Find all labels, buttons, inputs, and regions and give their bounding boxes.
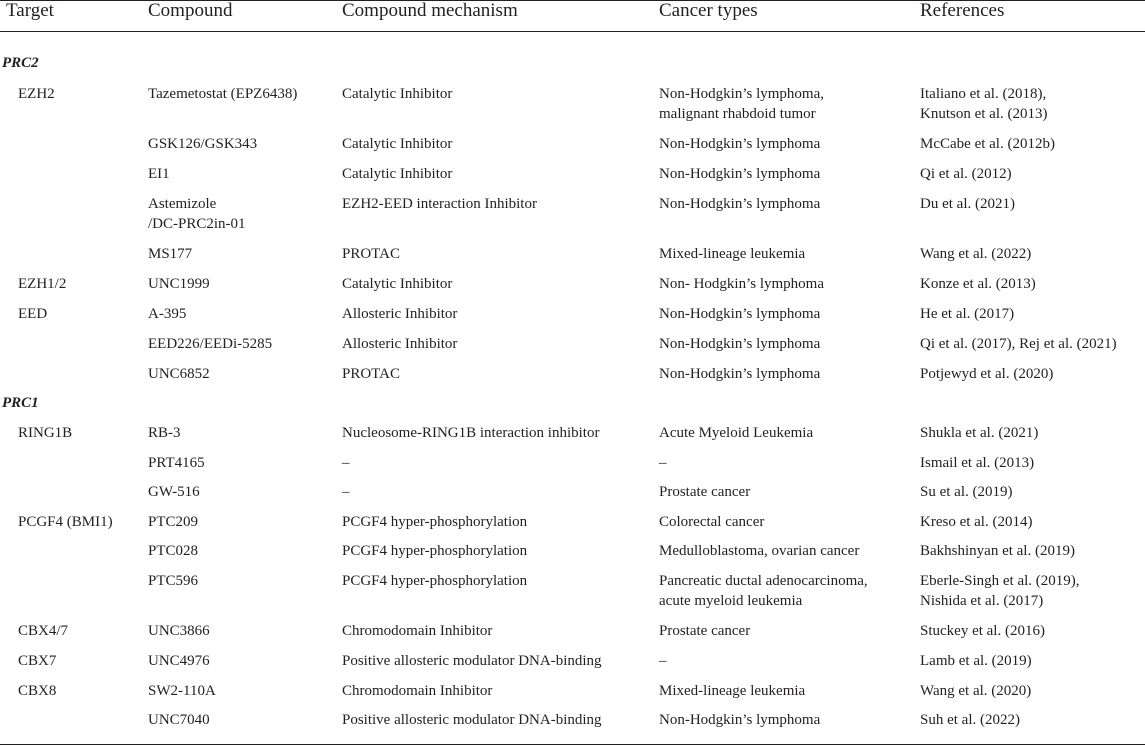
cell-compound: Tazemetostat (EPZ6438) [148, 86, 298, 102]
cell-references: Ismail et al. (2013) [920, 455, 1035, 471]
header-mechanism: Compound mechanism [342, 0, 518, 21]
cell-references: Nishida et al. (2017) [920, 593, 1044, 609]
cell-references: Eberle-Singh et al. (2019), [920, 573, 1080, 589]
cell-cancer-types: Mixed-lineage leukemia [659, 683, 806, 699]
cell-mechanism: PROTAC [342, 366, 400, 382]
cell-compound: EI1 [148, 166, 170, 182]
cell-target: CBX8 [18, 683, 57, 699]
cell-references: Suh et al. (2022) [920, 712, 1020, 728]
cell-compound: PTC209 [148, 514, 199, 530]
cell-cancer-types: Non-Hodgkin’s lymphoma [659, 136, 821, 152]
cell-compound: PRT4165 [148, 455, 205, 471]
cell-references: Wang et al. (2020) [920, 683, 1032, 699]
cell-cancer-types: acute myeloid leukemia [659, 593, 803, 609]
cell-references: Shukla et al. (2021) [920, 425, 1039, 441]
cell-cancer-types: Non-Hodgkin’s lymphoma [659, 196, 821, 212]
cell-compound: GSK126/GSK343 [148, 136, 258, 152]
cell-compound: GW-516 [148, 484, 200, 500]
cell-target: EED [18, 306, 48, 322]
cell-target: CBX7 [18, 653, 57, 669]
cell-mechanism: EZH2-EED interaction Inhibitor [342, 196, 537, 212]
cell-references: Du et al. (2021) [920, 196, 1015, 212]
cell-cancer-types: Non-Hodgkin’s lymphoma [659, 336, 821, 352]
cell-compound: PTC028 [148, 543, 199, 559]
cell-references: Konze et al. (2013) [920, 276, 1036, 292]
cell-compound: MS177 [148, 246, 193, 262]
cell-mechanism: PROTAC [342, 246, 400, 262]
cell-cancer-types: – [659, 455, 667, 471]
cell-compound: UNC6852 [148, 366, 210, 382]
cell-compound: PTC596 [148, 573, 199, 589]
header-cancer-types: Cancer types [659, 0, 758, 21]
cell-cancer-types: Non-Hodgkin’s lymphoma [659, 712, 821, 728]
cell-compound: UNC7040 [148, 712, 210, 728]
cell-mechanism: Catalytic Inhibitor [342, 166, 453, 182]
cell-mechanism: Nucleosome-RING1B interaction inhibitor [342, 425, 600, 441]
header-references: References [920, 0, 1005, 21]
cell-references: Su et al. (2019) [920, 484, 1013, 500]
group-label-prc1: PRC1 [2, 395, 39, 411]
cell-compound: SW2-110A [148, 683, 216, 699]
cell-mechanism: – [342, 484, 350, 500]
cell-mechanism: Catalytic Inhibitor [342, 276, 453, 292]
cell-cancer-types: Prostate cancer [659, 484, 751, 500]
cell-references: Italiano et al. (2018), [920, 86, 1047, 102]
cell-cancer-types: Non-Hodgkin’s lymphoma [659, 166, 821, 182]
cell-target: EZH2 [18, 86, 55, 102]
cell-compound: EED226/EEDi-5285 [148, 336, 273, 352]
cell-cancer-types: Non-Hodgkin’s lymphoma [659, 306, 821, 322]
cell-references: Kreso et al. (2014) [920, 514, 1033, 530]
cell-target: EZH1/2 [18, 276, 67, 292]
cell-references: Lamb et al. (2019) [920, 653, 1032, 669]
header-compound: Compound [148, 0, 233, 21]
cell-mechanism: PCGF4 hyper-phosphorylation [342, 573, 528, 589]
cell-mechanism: Allosteric Inhibitor [342, 306, 458, 322]
cell-references: McCabe et al. (2012b) [920, 136, 1055, 152]
cell-cancer-types: Non-Hodgkin’s lymphoma, [659, 86, 824, 102]
cell-compound: A-395 [148, 306, 187, 322]
header-target: Target [6, 0, 54, 21]
cell-mechanism: Positive allosteric modulator DNA-binding [342, 653, 602, 669]
cell-mechanism: Chromodomain Inhibitor [342, 683, 493, 699]
cell-mechanism: PCGF4 hyper-phosphorylation [342, 514, 528, 530]
group-label-prc2: PRC2 [2, 55, 39, 71]
cell-cancer-types: – [659, 653, 667, 669]
cell-references: Bakhshinyan et al. (2019) [920, 543, 1075, 559]
cell-target: CBX4/7 [18, 623, 69, 639]
cell-references: Stuckey et al. (2016) [920, 623, 1045, 639]
cell-cancer-types: Prostate cancer [659, 623, 751, 639]
cell-references: Potjewyd et al. (2020) [920, 366, 1054, 382]
cell-mechanism: Catalytic Inhibitor [342, 86, 453, 102]
cell-mechanism: Chromodomain Inhibitor [342, 623, 493, 639]
cell-compound: UNC4976 [148, 653, 210, 669]
cell-references: Knutson et al. (2013) [920, 106, 1048, 122]
cell-compound: RB-3 [148, 425, 181, 441]
cell-cancer-types: Medulloblastoma, ovarian cancer [659, 543, 860, 559]
cell-references: Qi et al. (2012) [920, 166, 1012, 182]
cell-cancer-types: Colorectal cancer [659, 514, 765, 530]
header-rule [0, 31, 1145, 32]
cell-cancer-types: Mixed-lineage leukemia [659, 246, 806, 262]
cell-mechanism: Positive allosteric modulator DNA-binding [342, 712, 602, 728]
cell-mechanism: Catalytic Inhibitor [342, 136, 453, 152]
cell-compound: UNC1999 [148, 276, 210, 292]
cell-cancer-types: Non- Hodgkin’s lymphoma [659, 276, 824, 292]
cell-cancer-types: Non-Hodgkin’s lymphoma [659, 366, 821, 382]
cell-compound: UNC3866 [148, 623, 210, 639]
cell-mechanism: – [342, 455, 350, 471]
cell-cancer-types: Acute Myeloid Leukemia [659, 425, 814, 441]
cell-mechanism: PCGF4 hyper-phosphorylation [342, 543, 528, 559]
cell-target: PCGF4 (BMI1) [18, 514, 113, 530]
cell-cancer-types: Pancreatic ductal adenocarcinoma, [659, 573, 868, 589]
cell-compound: Astemizole [148, 196, 217, 212]
cell-target: RING1B [18, 425, 73, 441]
cell-references: Qi et al. (2017), Rej et al. (2021) [920, 336, 1117, 352]
cell-references: Wang et al. (2022) [920, 246, 1032, 262]
bottom-rule [0, 744, 1145, 745]
cell-references: He et al. (2017) [920, 306, 1015, 322]
cell-mechanism: Allosteric Inhibitor [342, 336, 458, 352]
cell-compound: /DC-PRC2in-01 [148, 216, 246, 232]
cell-cancer-types: malignant rhabdoid tumor [659, 106, 816, 122]
